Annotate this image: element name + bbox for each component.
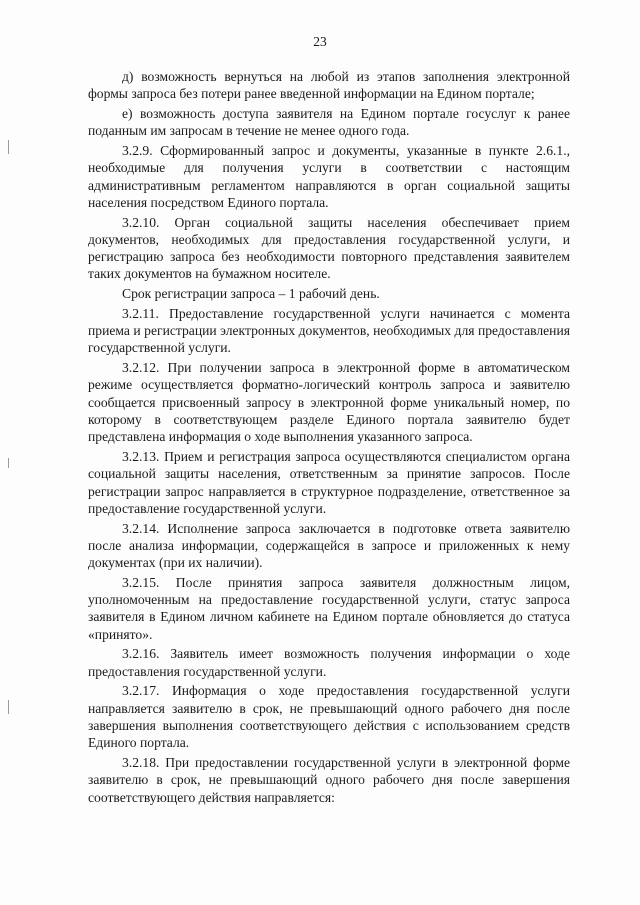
paragraph-3-2-9: 3.2.9. Сформированный запрос и документы, указанные в пункте 2.6.1., необходимые для получения услуги в соответствии с настоящим административным регламентом направляются в орган социальной защиты населения посредством Единого портала. <box>88 142 570 210</box>
paragraph-3-2-12: 3.2.12. При получении запроса в электронной форме в автоматическом режиме осуществляется форматно-логический контроль запроса и заявителю сообщается присвоенный запросу в электронной форме уникальный номер, по которому в соответствующем разделе Единого портала заявителю будет представлена информация о ходе выполнения указанного запроса. <box>88 360 570 445</box>
body-text <box>88 68 570 806</box>
binding-mark <box>8 700 9 714</box>
binding-mark <box>8 140 9 154</box>
paragraph-3-2-16: 3.2.16. Заявитель имеет возможность получения информации о ходе предоставления государственной услуги. <box>88 646 570 679</box>
paragraph-3-2-15: 3.2.15. После принятия запроса заявителя должностным лицом, уполномоченным на предоставление государственной услуги, статус запроса заявителя в Едином личном кабинете на Едином портале обновляется до статуса «принято». <box>88 574 570 642</box>
paragraph-item-d: д) возможность вернуться на любой из этапов заполнения электронной формы запроса без потери ранее введенной информации на Едином портале; <box>88 69 570 102</box>
paragraph-3-2-17: 3.2.17. Информация о ходе предоставления государственной услуги направляется заявителю в срок, не превышающий одного рабочего дня после завершения выполнения соответствующего действия с использованием средств Единого портала. <box>88 683 570 751</box>
paragraph-3-2-18: 3.2.18. При предоставлении государственной услуги в электронной форме заявителю в срок, не превышающий одного рабочего дня после завершения соответствующего действия направляется: <box>88 754 570 805</box>
paragraph-3-2-13: 3.2.13. Прием и регистрация запроса осуществляются специалистом органа социальной защиты населения, ответственным за принятие запросов. После регистрации запрос направляется в структурное подразделение, ответственное за предоставление государственной услуги. <box>88 448 570 516</box>
paragraph-item-e: е) возможность доступа заявителя на Едином портале госуслуг к ранее поданным им запросам в течение не менее одного года. <box>88 105 570 139</box>
page-number: 23 <box>313 34 327 49</box>
paragraph-registration-term: Срок регистрации запроса – 1 рабочий день. <box>122 286 380 302</box>
binding-mark <box>8 458 9 468</box>
paragraph-3-2-11: 3.2.11. Предоставление государственной услуги начинается с момента приема и регистрации электронных документов, необходимых для предоставления государственной услуги. <box>88 305 570 356</box>
paragraph-3-2-14: 3.2.14. Исполнение запроса заключается в подготовке ответа заявителю после анализа информации, содержащейся в запросе и приложенных к нему документах (при их наличии). <box>88 520 570 571</box>
paragraph-3-2-10: 3.2.10. Орган социальной защиты населения обеспечивает прием документов, необходимых для предоставления государственной услуги, и регистрацию запроса без необходимости повторного представления заявителем таких документов на бумажном носителе. <box>88 214 570 282</box>
